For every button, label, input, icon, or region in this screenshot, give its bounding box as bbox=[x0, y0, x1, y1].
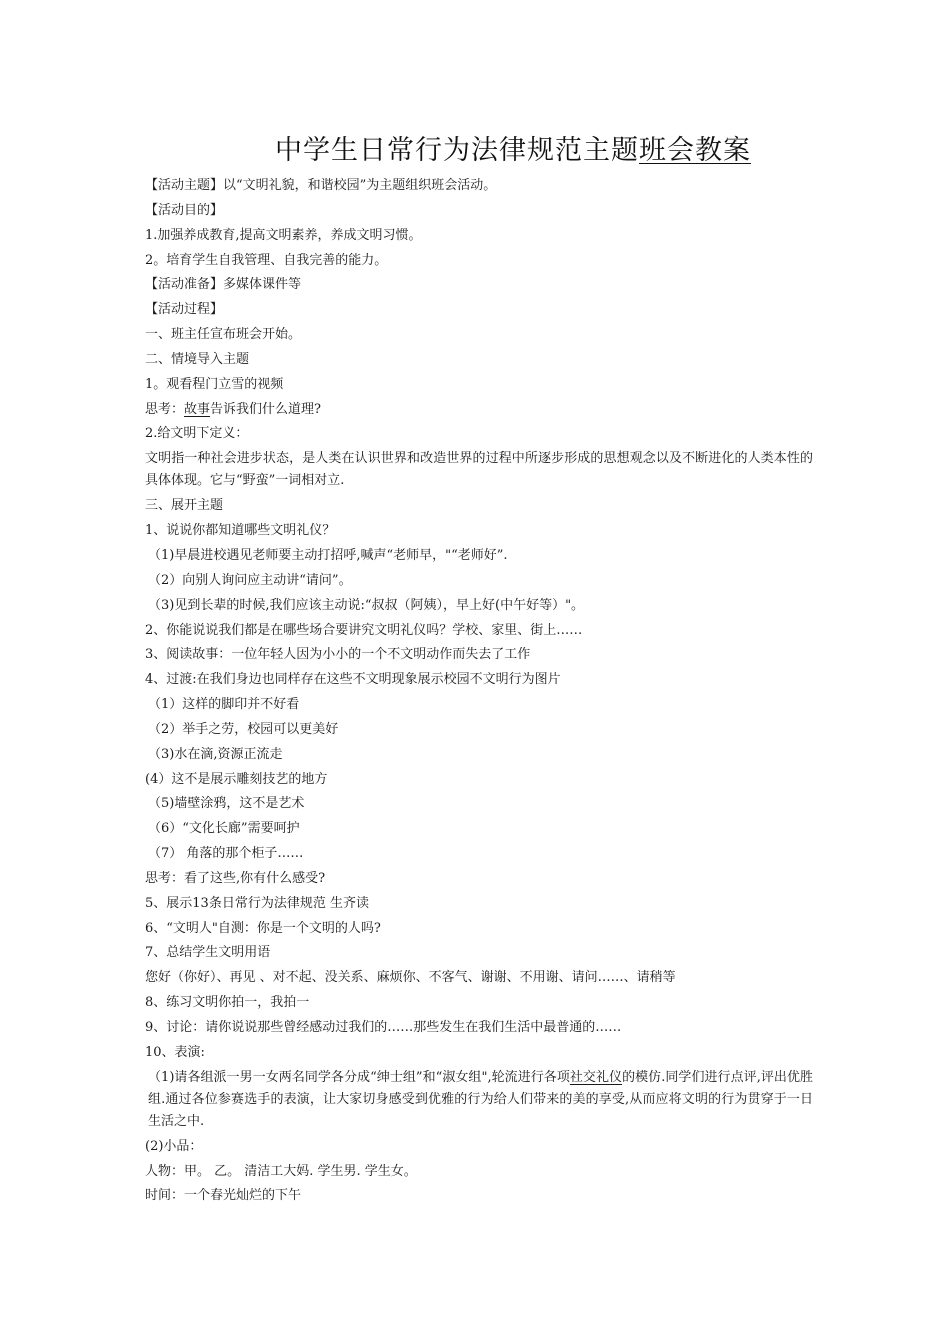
activity-preparation: 【活动准备】多媒体课件等 bbox=[145, 277, 302, 293]
item-1-etiquette: 1、说说你都知道哪些文明礼仪？ bbox=[145, 523, 336, 539]
thinking-question-1 bbox=[145, 398, 813, 423]
page-title bbox=[275, 132, 751, 170]
activity-process-heading: 【活动过程】 bbox=[145, 302, 224, 318]
picture-1: （1）这样的脚印并不好看 bbox=[148, 697, 300, 713]
picture-6: （6）“文化长廊”需要呵护 bbox=[148, 821, 300, 837]
picture-5: （5)墙壁涂鸦，这不是艺术 bbox=[148, 796, 305, 812]
phrases-list: 您好（你好）、再见 、对不起、没关系、麻烦你、不客气、谢谢、不用谢、请问……、请稍等 bbox=[145, 970, 676, 986]
item-7-phrases: 7、总结学生文明用语 bbox=[145, 945, 271, 961]
skit-characters: 人物：甲。 乙。 清洁工大妈. 学生男. 学生女。 bbox=[145, 1163, 417, 1179]
item-2-occasions: 2、你能说说我们都是在哪些场合要讲究文明礼仪吗？学校、家里、街上…… bbox=[145, 622, 583, 638]
step-define-civility: 2.给文明下定义： bbox=[145, 426, 249, 442]
thinking-rest: 告诉我们什么道理? bbox=[210, 401, 322, 417]
item-8-clap-game: 8、练习文明你拍一，我拍一 bbox=[145, 995, 310, 1011]
goal-item-1: 1.加强养成教育,提高文明素养，养成文明习惯。 bbox=[145, 227, 422, 243]
etiquette-sub-2: （2）向别人询问应主动讲“请问”。 bbox=[148, 572, 352, 588]
performance-sub-1 bbox=[145, 1067, 813, 1133]
item-6-self-test: 6、“文明人"自测：你是一个文明的人吗? bbox=[145, 920, 381, 936]
etiquette-sub-1: （1)早晨进校遇见老师要主动打招呼,喊声“老师早，"“老师好”. bbox=[148, 547, 508, 563]
item-3-reading: 3、阅读故事：一位年轻人因为小小的一个不文明动作而失去了工作 bbox=[145, 647, 531, 663]
goal-item-2: 2。培育学生自我管理、自我完善的能力。 bbox=[145, 252, 388, 268]
thinking-question-2: 思考：看了这些,你有什么感受? bbox=[145, 870, 326, 886]
document-body bbox=[145, 174, 813, 1209]
picture-2: （2）举手之劳，校园可以更美好 bbox=[148, 721, 339, 737]
picture-7: （7） 角落的那个柜子…… bbox=[148, 846, 304, 862]
picture-4: (4）这不是展示雕刻技艺的地方 bbox=[145, 771, 328, 787]
item-4-transition: 4、过渡:在我们身边也同样存在这些不文明现象展示校园不文明行为图片 bbox=[145, 672, 561, 688]
activity-goal-heading: 【活动目的】 bbox=[145, 202, 224, 218]
item-5-rules: 5、展示13条日常行为法律规范 生齐读 bbox=[145, 895, 369, 911]
step-watch-video: 1。观看程门立雪的视频 bbox=[145, 376, 284, 392]
section-3-heading: 三、展开主题 bbox=[145, 498, 224, 514]
title-main: 中学生日常行为法律规范主题 bbox=[275, 135, 639, 166]
story-link-text: 故事 bbox=[184, 401, 211, 417]
item-10-performance: 10、表演: bbox=[145, 1044, 205, 1060]
social-etiquette-link-text: 社交礼仪 bbox=[569, 1069, 623, 1085]
picture-3: （3)水在滴,资源正流走 bbox=[148, 746, 283, 762]
activity-theme: 【活动主题】以“文明礼貌，和谐校园”为主题组织班会活动。 bbox=[145, 178, 497, 193]
performance-text-c: 的模仿.同学们进行点评,评出优胜组.通过各位参赛选手的表演，让大家切身感受到优雅的行为给人们带来的美的享受,从而应将文明的行为贯穿于一日生活之中. bbox=[148, 1069, 813, 1129]
performance-text-a: （1)请各组派一男一女两名同学各分成“绅士组”和“淑女组",轮流进行各项 bbox=[148, 1069, 570, 1085]
performance-sub-2: (2)小品： bbox=[145, 1138, 203, 1154]
thinking-prefix: 思考： bbox=[145, 401, 185, 417]
item-9-discussion: 9、讨论：请你说说那些曾经感动过我们的……那些发生在我们生活中最普通的…… bbox=[145, 1020, 622, 1035]
civility-definition: 文明指一种社会进步状态，是人类在认识世界和改造世界的过程中所逐步形成的思想观念以及不断进化的人类本性的具体体现。它与“野蛮”一词相对立. bbox=[145, 451, 813, 489]
section-1-heading: 一、班主任宣布班会开始。 bbox=[145, 327, 302, 343]
title-underlined: 班会教案 bbox=[639, 135, 751, 166]
skit-time: 时间：一个春光灿烂的下午 bbox=[145, 1188, 302, 1204]
section-2-heading: 二、情境导入主题 bbox=[145, 351, 250, 367]
etiquette-sub-3: （3)见到长辈的时候,我们应该主动说:“叔叔（阿姨），早上好(中午好等）"。 bbox=[148, 597, 585, 613]
